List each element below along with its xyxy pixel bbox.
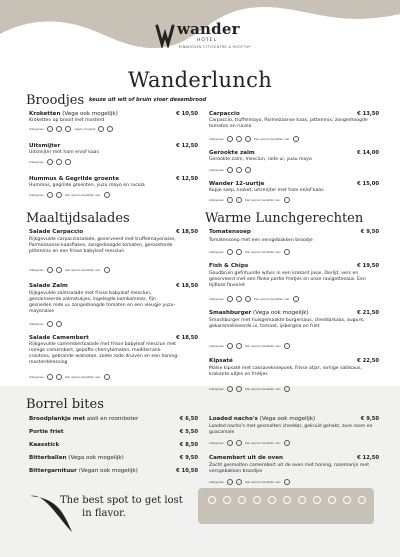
menu-item-price: € 18,50 — [176, 283, 198, 289]
menu-item-description: Smashburger met huisgemaakte burgersaus, cheddarkaas, augurk, gekaramelliseerde ui, tomaat, ijsbergsla en friet — [209, 318, 365, 329]
allergen-icon — [56, 267, 62, 273]
legend-item — [249, 496, 264, 506]
menu-item-price: € 9,50 — [360, 229, 379, 235]
allergen-icon — [47, 321, 53, 327]
menu-item-description: Hummus, gegrilde groenten, yuzu mayo en rucola — [29, 183, 145, 188]
legend-item — [204, 496, 219, 506]
allergen-icon — [245, 296, 251, 302]
legend-item — [279, 496, 294, 506]
menu-item-price: € 9,50 — [179, 455, 198, 461]
menu-item-description: Kroketten op brood met mosterd — [29, 118, 105, 123]
allergen-icon — [284, 479, 290, 485]
menu-item-description: Rijkgevulde zalmsalade met frisse babyleaf mesclun, gemarineerde zalmstukjes, ingelegde komkommer, fijn gesneden rode ui, zongedroogde tomaten en een vleugje yuzu-mayonaise — [29, 291, 176, 314]
allergen-icon — [47, 126, 53, 132]
allergen-row: Allergenen Kan sporen bevatten van: — [29, 192, 110, 198]
menu-item-price: € 18,50 — [176, 229, 198, 235]
allergen-icon — [284, 343, 290, 349]
legend-item — [309, 496, 324, 506]
allergen-legend — [198, 488, 374, 524]
allergen-row: Allergenen vegan mogelijk — [29, 126, 113, 132]
menu-item-price: € 12,50 — [357, 455, 379, 461]
menu-item-name: Kroketten (Vega ook mogelijk) — [29, 111, 118, 117]
brand-tagline: EINDHOVEN CITYCENTRE & ROOFTOP — [179, 45, 251, 49]
menu-item-price: € 13,50 — [357, 111, 379, 117]
allergen-icon — [245, 136, 251, 142]
allergen-icon — [236, 167, 242, 173]
menu-item-description: Malse kipsaté met cassavekroepoek, frisse atjar, romige satésaus, krokante uitjes en frietjes — [209, 366, 362, 377]
menu-item-description: Gerookte zalm, mesclun, rode ui, yuzu mayo — [209, 157, 312, 162]
legend-icon — [238, 496, 246, 504]
legend-item — [339, 496, 354, 506]
allergen-icon — [98, 126, 104, 132]
menu-item-name: Kaasstick — [29, 442, 60, 448]
menu-item-description: Uitsmijter met ham en/of kaas — [29, 150, 99, 155]
allergen-icon — [236, 296, 242, 302]
menu-item-price: € 5,50 — [179, 429, 198, 435]
allergen-row: Allergenen Kan sporen bevatten van: — [209, 479, 290, 485]
legend-icon — [343, 496, 351, 504]
menu-item-name: Portie friet — [29, 429, 64, 435]
section-title-borrel: Borrel bites — [26, 397, 104, 412]
menu-item-name: Camembert uit de oven — [209, 455, 284, 461]
section-title-broodjes: Broodjes — [26, 93, 85, 108]
allergen-icon — [284, 197, 290, 203]
menu-item-name: Smashburger (Vega ook mogelijk) — [209, 310, 309, 316]
allergen-icon — [227, 479, 233, 485]
slogan-line: The best spot to get lost — [60, 495, 183, 506]
allergen-icon — [227, 197, 233, 203]
allergen-row: Allergenen — [29, 321, 62, 327]
allergen-icon — [65, 159, 71, 165]
menu-item-name: Salade Zalm — [29, 283, 68, 289]
menu-item-description: Tomatensoep met een versgebakken broodje — [209, 238, 313, 243]
menu-item-name: Wander 12-uurtje — [209, 181, 265, 187]
allergen-row: Allergenen Kan sporen bevatten van: — [29, 267, 110, 273]
allergen-icon — [104, 267, 110, 273]
menu-item-description: Rijkgevulde carpacciosalade, geserveerd met truffelmayonaise, Parmezaanse kaasflakes, zongedroogde tomaten, geroosterde pittenmix en een frisse babyleaf mesclun — [29, 237, 176, 254]
legend-icon — [268, 496, 276, 504]
menu-item-price: € 10,50 — [176, 468, 198, 474]
allergen-icon — [107, 126, 113, 132]
allergen-icon — [245, 167, 251, 173]
menu-item-price: € 14,00 — [357, 150, 379, 156]
allergen-row: Allergenen Kan sporen bevatten van: — [209, 440, 290, 446]
allergen-row: Allergenen — [209, 167, 251, 173]
menu-item-price: € 15,00 — [357, 181, 379, 187]
section-note-broodjes: keuze uit wit of bruin vloer desembrood — [89, 97, 207, 103]
menu-item-name: Bittergarnituur (Vegan ook mogelijk) — [29, 468, 138, 474]
legend-icon — [283, 496, 291, 504]
allergen-icon — [293, 136, 299, 142]
legend-item — [264, 496, 279, 506]
menu-item-name: Gerookte zalm — [209, 150, 255, 156]
menu-item-price: € 6,50 — [179, 416, 198, 422]
allergen-icon — [227, 136, 233, 142]
menu-item-price: € 19,50 — [357, 263, 379, 269]
menu-item-name: Salade Camembert — [29, 335, 89, 341]
allergen-icon — [284, 386, 290, 392]
menu-item-price: € 9,50 — [360, 416, 379, 422]
legend-icon — [208, 496, 216, 504]
legend-item — [324, 496, 339, 506]
menu-item-name: Loaded nacho's (Vega ook mogelijk) — [209, 416, 316, 422]
allergen-icon — [236, 386, 242, 392]
menu-item-description: Kopje soep, kroket, uitsmijter met ham en/of kaas — [209, 188, 324, 193]
menu-item-price: € 8,50 — [179, 442, 198, 448]
allergen-row: Allergenen Kan sporen bevatten van: — [209, 296, 299, 302]
allergen-icon — [236, 479, 242, 485]
section-title-warm: Warme Lunchgerechten — [205, 211, 364, 226]
allergen-icon — [227, 249, 233, 255]
allergen-icon — [104, 374, 110, 380]
menu-item-description: Goudbruin gefrituurde witvis in een krokant jasje. Derlijt, vers en geserveerd met een flinke portie frietjes en onze ravigottesaus. Een tijdloze favoriet — [209, 271, 366, 288]
legend-icon — [328, 496, 336, 504]
legend-icon — [358, 496, 366, 504]
legend-item — [294, 496, 309, 506]
legend-icon — [223, 496, 231, 504]
allergen-icon — [56, 192, 62, 198]
menu-item-price: € 21,50 — [357, 310, 379, 316]
allergen-icon — [236, 249, 242, 255]
allergen-row: Allergenen Kan sporen bevatten van: — [209, 249, 290, 255]
menu-item-price: € 10,50 — [176, 111, 198, 117]
menu-item-name: Salade Carpaccio — [29, 229, 84, 235]
logo-mark-icon — [155, 22, 175, 48]
legend-icon — [253, 496, 261, 504]
allergen-row: Allergenen Kan sporen bevatten van: — [209, 343, 290, 349]
legend-item — [234, 496, 249, 506]
legend-item — [219, 496, 234, 506]
menu-item-name: Bitterballen (Vega ook mogelijk) — [29, 455, 124, 461]
menu-item-name: Uitsmijter — [29, 143, 61, 149]
allergen-icon — [227, 343, 233, 349]
footer-slogan — [60, 494, 183, 520]
allergen-icon — [227, 167, 233, 173]
allergen-icon — [227, 296, 233, 302]
allergen-icon — [236, 343, 242, 349]
brand-logo — [155, 22, 265, 54]
allergen-icon — [236, 440, 242, 446]
allergen-icon — [56, 374, 62, 380]
allergen-row: Allergenen Kan sporen bevatten van: — [209, 197, 290, 203]
allergen-row: Allergenen Kan sporen bevatten van: — [209, 386, 290, 392]
legend-icon — [313, 496, 321, 504]
allergen-icon — [227, 440, 233, 446]
allergen-icon — [56, 321, 62, 327]
allergen-icon — [284, 440, 290, 446]
allergen-icon — [104, 192, 110, 198]
allergen-icon — [47, 374, 53, 380]
allergen-icon — [293, 296, 299, 302]
menu-item-name: Hummus & Gegrilde groente — [29, 176, 119, 182]
menu-item-description: Zacht gesmolten camembert uit de oven met honing, rozemarijn met versgebakken broodjes — [209, 463, 370, 474]
legend-icon — [298, 496, 306, 504]
legend-item — [354, 496, 369, 506]
menu-item-description: Carpaccio, truffelmayo, Parmezaanse kaas, pittenmix, zongedroogde tomaten en rucola — [209, 118, 368, 129]
allergen-icon — [65, 126, 71, 132]
menu-item-name: Tomatensoep — [209, 229, 251, 235]
menu-item-description: Loaded nacho's met gesmolten cheddar, gekruid gehakt, zure room en guacamole — [209, 424, 373, 435]
allergen-icon — [56, 159, 62, 165]
menu-item-price: € 22,50 — [357, 358, 379, 364]
menu-item-name: Kipsaté — [209, 358, 233, 364]
menu-item-description: Rijkgevulde camembertsalade met frisse babyleaf mesclun met romige camembert, gepofte cherrytomaten, mediterrane croutons, gebrande walnoten, zoete rode druiven en een honing-mosterddressing — [29, 342, 179, 365]
allergen-row: Allergenen — [29, 159, 71, 165]
allergen-icon — [227, 386, 233, 392]
brand-name: wander — [177, 20, 240, 38]
menu-item-price: € 18,50 — [176, 335, 198, 341]
menu-item-name: Broodplankje met aioli en roomboter — [29, 416, 139, 422]
menu-item-price: € 12,50 — [176, 176, 198, 182]
menu-item-name: Fish & Chips — [209, 263, 249, 269]
allergen-icon — [47, 192, 53, 198]
menu-item-name: Carpaccio — [209, 111, 240, 117]
page-title: Wanderlunch — [127, 68, 273, 92]
allergen-icon — [56, 126, 62, 132]
allergen-icon — [47, 267, 53, 273]
allergen-icon — [284, 249, 290, 255]
brand-sub: HOTEL — [197, 38, 218, 43]
menu-item-price: € 12,50 — [176, 143, 198, 149]
allergen-row: Allergenen Kan sporen bevatten van: — [209, 136, 299, 142]
allergen-icon — [236, 136, 242, 142]
allergen-row: Allergenen Kan sporen bevatten van: — [29, 374, 110, 380]
section-title-maaltijdsalades: Maaltijdsalades — [26, 211, 130, 226]
allergen-icon — [236, 197, 242, 203]
slogan-line: in flavor. — [82, 508, 126, 519]
allergen-icon — [47, 159, 53, 165]
